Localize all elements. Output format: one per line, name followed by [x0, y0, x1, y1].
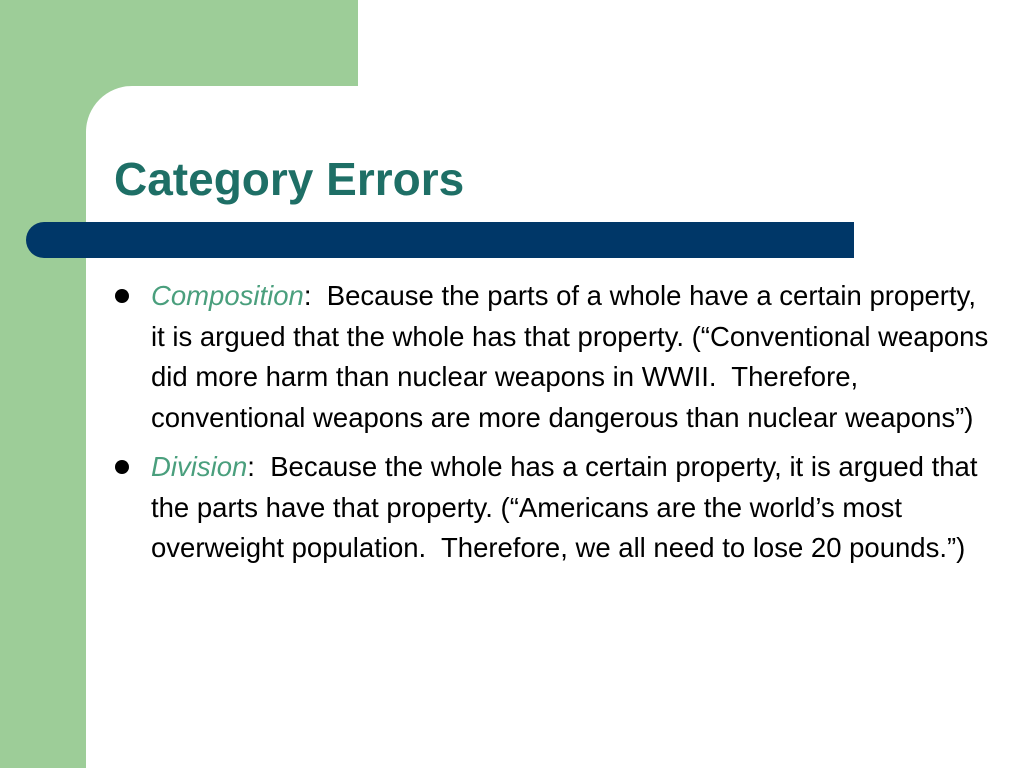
slide-title: Category Errors — [114, 153, 465, 205]
bullet-list — [113, 276, 996, 578]
bullet-dot-icon — [115, 289, 129, 303]
bullet-separator: : — [303, 280, 312, 311]
bullet-term: Composition — [151, 280, 304, 311]
bullet-separator: : — [247, 451, 255, 482]
bullet-dot-icon — [115, 460, 129, 474]
bullet-term: Division — [151, 451, 248, 482]
title-underline-bar — [26, 222, 854, 258]
bullet-text: Because the parts of a whole have a certain property, it is argued that the whole has that property. (“Conventional weapons did more harm than nuclear weapons in WWII. Therefore, conventional weapons are more dangerous than nuclear weapons”) — [151, 280, 996, 433]
bullet-item-division — [113, 447, 993, 569]
bullet-text: Because the whole has a certain property, it is argued that the parts have that property. (“Americans are the world’s most overweight population. Therefore, we all need to lose 20 pounds.”) — [151, 451, 986, 563]
bullet-item-composition — [113, 276, 996, 438]
